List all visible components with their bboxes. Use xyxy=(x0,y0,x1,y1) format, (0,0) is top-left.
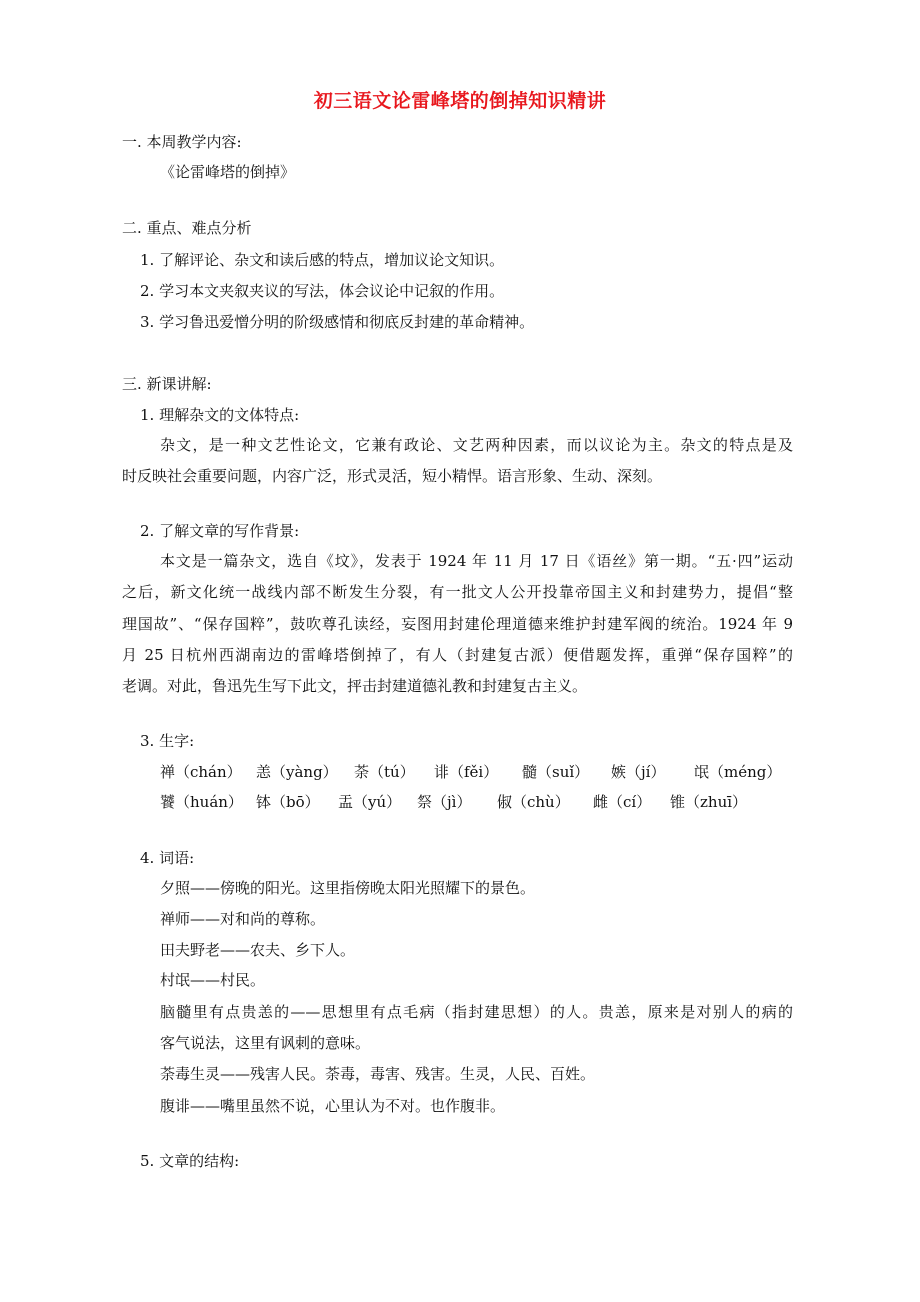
vocab-char: 髓（suǐ） xyxy=(522,763,590,781)
vocab-char: 荼（tú） xyxy=(354,763,415,781)
subsection-heading: 3. 生字: xyxy=(140,732,195,750)
term-line: 村氓——村民。 xyxy=(160,971,266,989)
paragraph-line: 月 25 日杭州西湖南边的雷峰塔倒掉了，有人（封建复古派）便借题发挥，重弹“保存国粹”的 xyxy=(122,646,793,664)
paragraph-line: 时反映社会重要问题，内容广泛，形式灵活，短小精悍。语言形象、生动、深刻。 xyxy=(122,467,663,485)
term-line: 脑髓里有点贵恙的——思想里有点毛病（指封建思想）的人。贵恙，原来是对别人的病的 xyxy=(160,1003,793,1021)
section-heading: 三. 新课讲解: xyxy=(122,375,212,393)
section-heading: 二. 重点、难点分析 xyxy=(122,219,252,237)
paragraph-line: 本文是一篇杂文，选自《坟》，发表于 1924 年 11 月 17 日《语丝》第一期。“五·四”运动 xyxy=(160,552,793,570)
subsection-heading: 2. 了解文章的写作背景: xyxy=(140,522,300,540)
vocab-char: 氓（méng） xyxy=(694,763,782,781)
subsection-heading: 1. 理解杂文的文体特点: xyxy=(140,406,300,424)
vocab-char: 祭（jì） xyxy=(417,793,472,811)
subsection-heading: 4. 词语: xyxy=(140,849,195,867)
vocab-char: 盂（yú） xyxy=(338,793,402,811)
vocab-char: 禅（chán） xyxy=(160,763,242,781)
term-line: 禅师——对和尚的尊称。 xyxy=(160,910,326,928)
vocab-char: 诽（fěi） xyxy=(434,763,499,781)
paragraph-line: 杂文，是一种文艺性论文，它兼有政论、文艺两种因素，而以议论为主。杂文的特点是及 xyxy=(160,436,793,454)
list-item: 3. 学习鲁迅爱憎分明的阶级感情和彻底反封建的革命精神。 xyxy=(140,313,535,331)
section-heading: 一. 本周教学内容: xyxy=(122,133,242,151)
term-line: 荼毒生灵——残害人民。荼毒，毒害、残害。生灵，人民、百姓。 xyxy=(160,1065,596,1083)
term-line: 腹诽——嘴里虽然不说，心里认为不对。也作腹非。 xyxy=(160,1097,506,1115)
vocab-char: 恙（yàng） xyxy=(256,763,338,781)
term-line: 田夫野老——农夫、乡下人。 xyxy=(160,941,356,959)
vocab-char: 饕（huán） xyxy=(160,793,243,811)
vocab-char: 嫉（jí） xyxy=(611,763,666,781)
vocab-char: 锥（zhuī） xyxy=(670,793,748,811)
section-content: 《论雷峰塔的倒掉》 xyxy=(160,163,296,181)
subsection-heading: 5. 文章的结构: xyxy=(140,1152,240,1170)
paragraph-line: 老调。对此，鲁迅先生写下此文，抨击封建道德礼教和封建复古主义。 xyxy=(122,677,588,695)
vocab-char: 俶（chù） xyxy=(497,793,570,811)
list-item: 1. 了解评论、杂文和读后感的特点，增加议论文知识。 xyxy=(140,251,505,269)
vocab-char: 雌（cí） xyxy=(593,793,652,811)
paragraph-line: 理国故”、“保存国粹”，鼓吹尊孔读经，妄图用封建伦理道德来维护封建军阀的统治。1924 年 9 xyxy=(122,615,793,633)
document-title: 初三语文论雷峰塔的倒掉知识精讲 xyxy=(313,90,607,112)
list-item: 2. 学习本文夹叙夹议的写法，体会议论中记叙的作用。 xyxy=(140,282,505,300)
term-line: 客气说法，这里有讽刺的意味。 xyxy=(160,1034,371,1052)
paragraph-line: 之后，新文化统一战线内部不断发生分裂，有一批文人公开投靠帝国主义和封建势力，提倡“整 xyxy=(122,583,793,601)
vocab-char: 钵（bō） xyxy=(256,793,320,811)
term-line: 夕照——傍晚的阳光。这里指傍晚太阳光照耀下的景色。 xyxy=(160,879,536,897)
